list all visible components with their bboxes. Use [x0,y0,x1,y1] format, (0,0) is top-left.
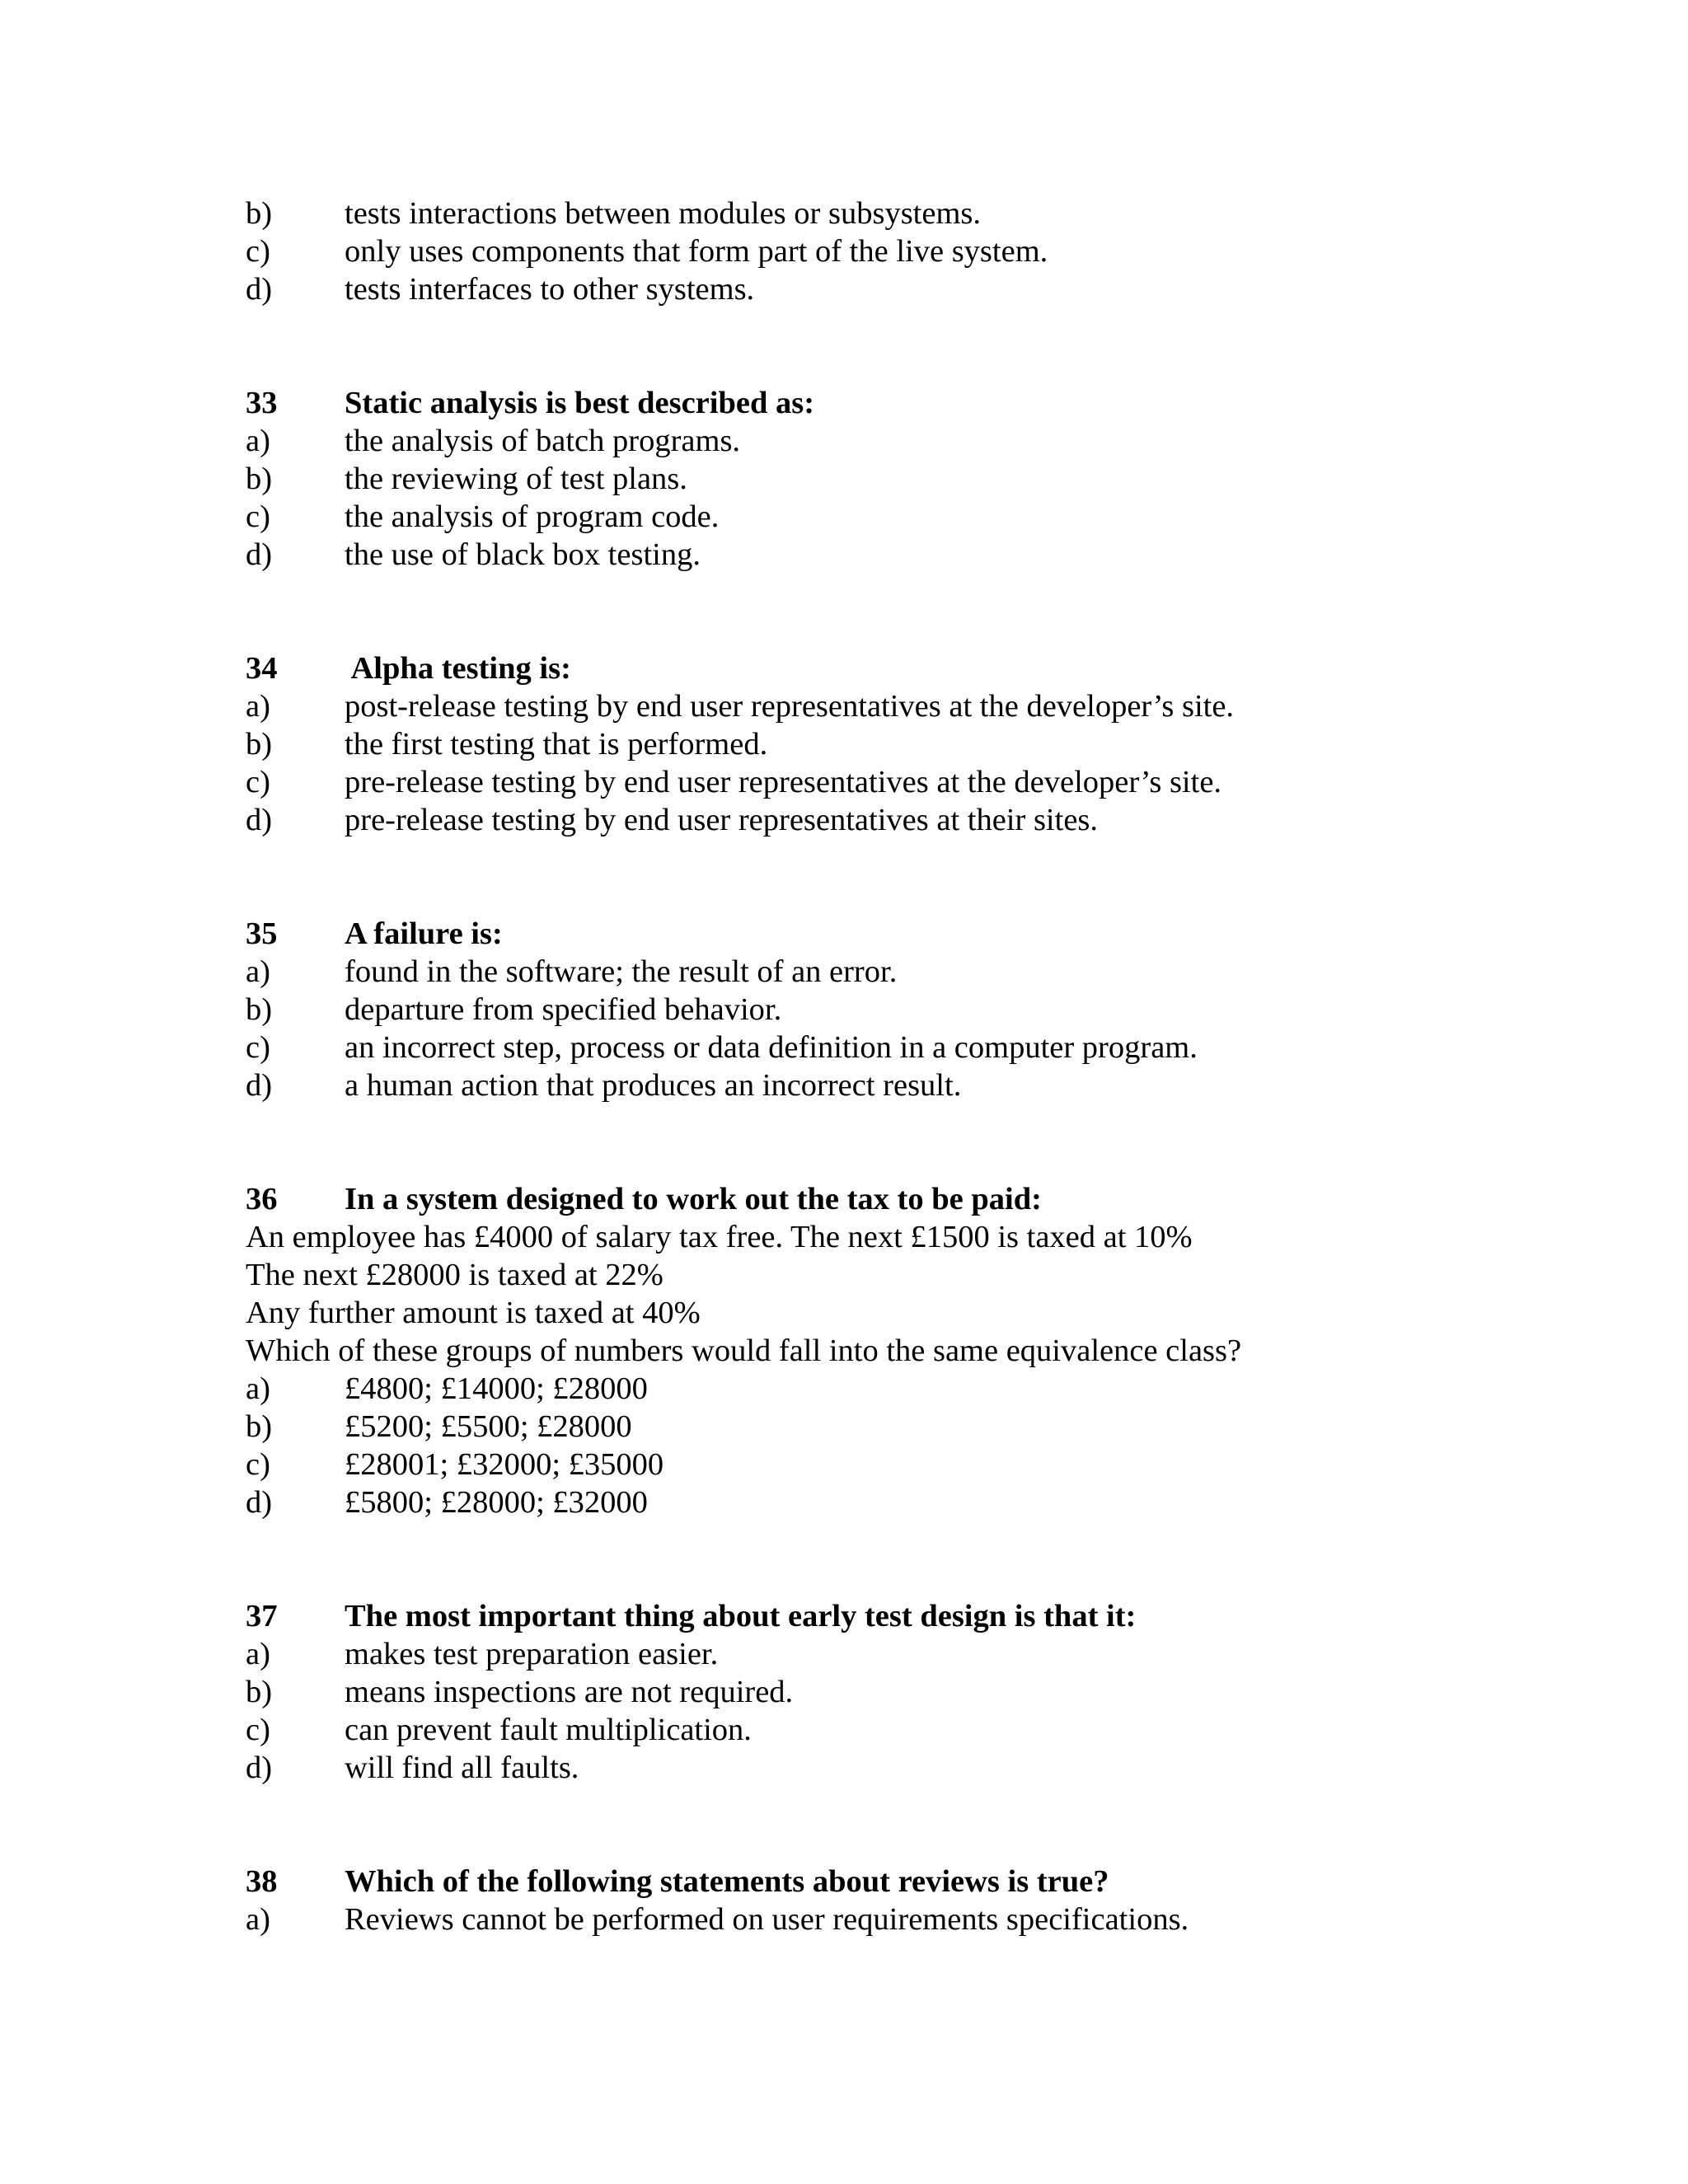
option-b [246,194,1564,232]
option-b [246,725,1564,763]
option-label: d) [246,1485,273,1520]
option-d [246,536,1564,574]
option-a [246,422,1564,460]
option-label: c) [246,1447,270,1482]
option-d [246,1066,1564,1104]
option-label: c) [246,499,270,534]
option-text: post-release testing by end user representatives at the developer’s site. [345,689,1235,724]
option-label: a) [246,1371,270,1406]
option-label: b) [246,1675,273,1709]
option-b [246,460,1564,498]
question-body-line [246,1256,1564,1294]
option-c [246,498,1564,536]
option-text: the use of black box testing. [345,537,701,572]
question-heading [246,384,1564,422]
option-a [246,953,1564,991]
option-a [246,1900,1564,1938]
question-number: 35 [246,916,278,951]
option-text: an incorrect step, process or data definition in a computer program. [345,1030,1198,1065]
option-label: a) [246,1637,270,1671]
option-label: c) [246,1030,270,1065]
previous-question-options [246,194,1564,308]
question-body-line [246,1332,1564,1370]
spacer [246,1787,1564,1863]
option-label: a) [246,954,270,989]
spacer [246,308,1564,384]
spacer [246,1104,1564,1180]
body-text: Any further amount is taxed at 40% [246,1296,701,1330]
body-text: Which of these groups of numbers would fall into the same equivalence class? [246,1333,1242,1368]
question-number: 34 [246,651,278,686]
option-text: a human action that produces an incorrect result. [345,1068,962,1103]
option-text: £4800; £14000; £28000 [345,1371,648,1406]
option-text: pre-release testing by end user representatives at the developer’s site. [345,765,1222,799]
option-label: b) [246,462,273,496]
option-text: found in the software; the result of an error. [345,954,898,989]
option-text: departure from specified behavior. [345,992,782,1027]
option-text: tests interactions between modules or subsystems. [345,196,982,231]
question-number: 36 [246,1182,278,1216]
option-text: the reviewing of test plans. [345,462,687,496]
option-text: means inspections are not required. [345,1675,794,1709]
body-text: The next £28000 is taxed at 22% [246,1258,663,1292]
question-text: Alpha testing is: [345,651,571,686]
option-a [246,687,1564,725]
question-text: The most important thing about early test design is that it: [345,1599,1137,1633]
option-label: c) [246,1713,270,1747]
option-label: d) [246,803,273,837]
option-label: d) [246,272,273,307]
option-a [246,1370,1564,1408]
question-text: In a system designed to work out the tax to be paid: [345,1182,1042,1216]
question-heading [246,915,1564,953]
option-text: only uses components that form part of the live system. [345,234,1048,269]
option-d [246,270,1564,308]
question-text: Static analysis is best described as: [345,386,815,420]
option-text: will find all faults. [345,1750,579,1785]
option-d [246,1483,1564,1521]
question-heading [246,649,1564,687]
option-text: the analysis of batch programs. [345,424,741,458]
question-heading [246,1180,1564,1218]
option-label: a) [246,689,270,724]
spacer [246,839,1564,915]
question-text: Which of the following statements about reviews is true? [345,1864,1109,1899]
option-text: £5800; £28000; £32000 [345,1485,648,1520]
option-text: the analysis of program code. [345,499,720,534]
option-label: a) [246,424,270,458]
option-text: Reviews cannot be performed on user requirements specifications. [345,1902,1189,1937]
question-number: 38 [246,1864,278,1899]
question-33 [246,384,1564,574]
option-text: £5200; £5500; £28000 [345,1409,632,1444]
question-36 [246,1180,1564,1521]
option-label: d) [246,1068,273,1103]
spacer [246,1521,1564,1597]
option-label: b) [246,1409,273,1444]
option-d [246,801,1564,839]
option-c [246,1029,1564,1066]
option-text: £28001; £32000; £35000 [345,1447,664,1482]
question-body-line [246,1218,1564,1256]
document-page [246,194,1564,1938]
question-37 [246,1597,1564,1787]
option-b [246,991,1564,1029]
body-text: An employee has £4000 of salary tax free. The next £1500 is taxed at 10% [246,1220,1193,1254]
option-label: c) [246,234,270,269]
option-a [246,1635,1564,1673]
option-label: a) [246,1902,270,1937]
question-heading [246,1863,1564,1900]
question-34 [246,649,1564,839]
option-label: d) [246,537,273,572]
question-text: A failure is: [345,916,503,951]
question-number: 33 [246,386,278,420]
option-text: pre-release testing by end user representatives at their sites. [345,803,1099,837]
question-38 [246,1863,1564,1938]
option-label: b) [246,196,273,231]
question-body-line [246,1294,1564,1332]
option-label: d) [246,1750,273,1785]
option-text: tests interfaces to other systems. [345,272,755,307]
option-c [246,232,1564,270]
option-text: the first testing that is performed. [345,727,768,762]
option-c [246,763,1564,801]
question-number: 37 [246,1599,278,1633]
question-heading [246,1597,1564,1635]
option-c [246,1711,1564,1749]
option-b [246,1408,1564,1446]
option-b [246,1673,1564,1711]
option-label: b) [246,992,273,1027]
option-text: makes test preparation easier. [345,1637,719,1671]
option-label: b) [246,727,273,762]
spacer [246,574,1564,649]
option-d [246,1749,1564,1787]
option-label: c) [246,765,270,799]
option-c [246,1446,1564,1483]
question-35 [246,915,1564,1104]
option-text: can prevent fault multiplication. [345,1713,752,1747]
